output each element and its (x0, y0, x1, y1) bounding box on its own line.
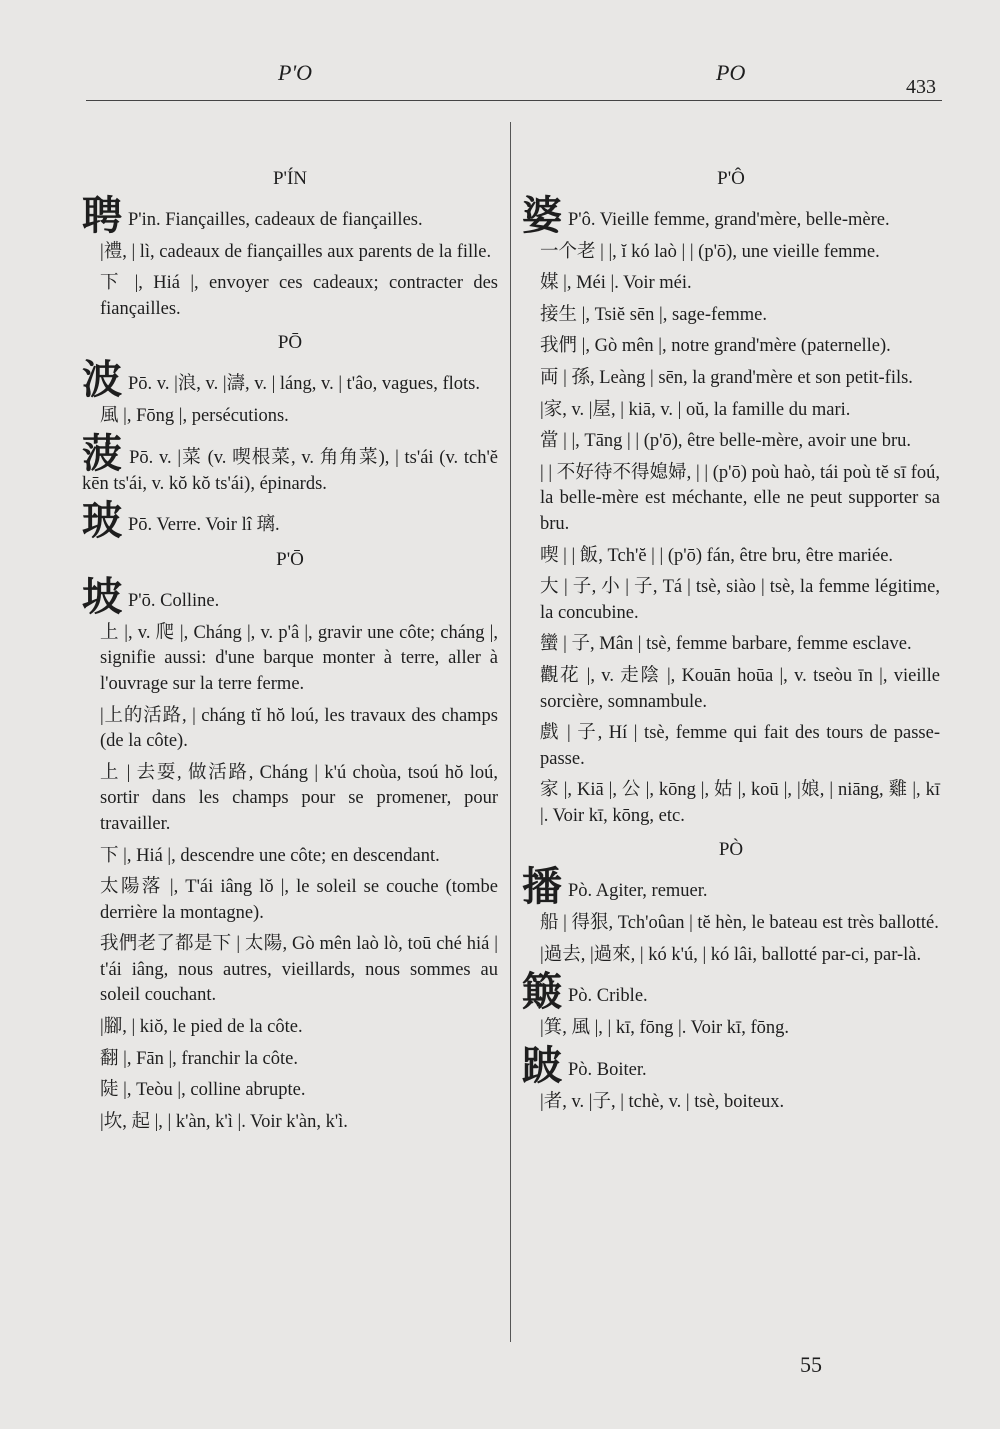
sub-entry: |家, v. |屋, | kiā, v. | oŭ, la famille du mari. (540, 399, 851, 420)
sub-entry: |坎, 起 |, | k'àn, k'ì |. Voir k'àn, k'ì. (100, 1111, 348, 1132)
sub-entry: 媒 |, Méi |. Voir méi. (540, 273, 692, 294)
running-head-right: PO (716, 60, 746, 85)
entry-headword: 玻 (82, 497, 122, 545)
sub-entry: 大 | 子, 小 | 子, Tá | tsè, siào | tsè, la femme légitime, la concubine. (540, 577, 940, 623)
sub-entry: |禮, | lì, cadeaux de fiançailles aux parents de la fille. (100, 241, 492, 262)
entry-definition: Pō. v. |浪, v. |濤, v. | láng, v. | t'âo, vagues, flots. (128, 373, 480, 394)
sub-entry: 翻 |, Fān |, franchir la côte. (100, 1048, 298, 1069)
entry-headword: 簸 (522, 968, 562, 1016)
section-heading: P'ÍN (272, 168, 308, 189)
sub-entry: 陡 |, Teòu |, colline abrupte. (100, 1080, 306, 1101)
entry-headword: 播 (522, 863, 562, 911)
sub-entry: 接生 |, Tsiĕ sēn |, sage-femme. (540, 304, 768, 325)
entry-definition: P'ō. Colline. (128, 590, 220, 611)
sub-entry: |者, v. |子, | tchè, v. | tsè, boiteux. (540, 1091, 785, 1112)
dictionary-entry (82, 572, 498, 620)
section-heading: P'Ō (276, 549, 304, 571)
page-number: 433 (906, 76, 936, 98)
entry-headword: 婆 (522, 191, 562, 239)
entry-headword: 坡 (82, 572, 122, 620)
entry-headword: 聘 (82, 191, 122, 239)
signature-mark: 55 (800, 1352, 822, 1377)
section-heading: PÒ (718, 839, 744, 861)
sub-entry: 風 |, Fōng |, persécutions. (100, 405, 289, 426)
entry-definition: Pò. Boiter. (568, 1059, 647, 1080)
entry-headword: 菠 (82, 429, 124, 477)
entry-definition: P'ô. Vieille femme, grand'mère, belle-mère. (568, 209, 890, 230)
dictionary-entry (522, 968, 940, 1016)
column-divider (510, 122, 511, 1342)
sub-entry: |腳, | kiŏ, le pied de la côte. (100, 1017, 303, 1038)
section-heading: P'Ô (717, 168, 745, 189)
sub-entry: 戲 | 子, Hí | tsè, femme qui fait des tours de passe-passe. (540, 723, 940, 769)
dictionary-entry (82, 191, 498, 239)
sub-entry: | | 不好待不得媳婦, | | (p'ō) poù haò, tái poù tĕ sī foú, la belle-mère est méchante, elle ne peut supporter sa bru. (540, 462, 940, 534)
sub-entry: 蠻 | 子, Mân | tsè, femme barbare, femme esclave. (540, 634, 912, 655)
sub-entry: 下 |, Hiá |, descendre une côte; en descendant. (100, 845, 440, 866)
sub-entry: |過去, |過來, | kó k'ú, | kó lâi, ballotté par-ci, par-là. (540, 944, 922, 965)
section-heading: PŌ (277, 332, 303, 354)
entry-headword: 跛 (522, 1041, 562, 1089)
right-column (522, 158, 940, 1121)
entry-headword: 波 (82, 355, 122, 403)
dictionary-entry (82, 429, 498, 498)
header-rule (86, 100, 942, 101)
sub-entry: 我們 |, Gò mên |, notre grand'mère (paternelle). (540, 336, 891, 357)
dictionary-entry (522, 863, 940, 911)
dictionary-entry (522, 191, 940, 239)
entry-definition: Pò. Crible. (568, 986, 648, 1007)
dictionary-entry (522, 1041, 940, 1089)
left-column (82, 158, 498, 1141)
sub-entry: 我們老了都是下 | 太陽, Gò mên laò lò, toū ché hiá | t'ái iâng, nous autres, vieillards, nous sommes au soleil couchant. (100, 934, 498, 1006)
running-head-left: P'O (278, 60, 313, 85)
dictionary-entry (82, 355, 498, 403)
sub-entry: |上的活路, | cháng tĭ hŏ loú, les travaux des champs (de la côte). (100, 705, 498, 752)
sub-entry: 當 | |, Tāng | | (p'ō), être belle-mère, avoir une bru. (540, 431, 912, 452)
sub-entry: 上 |, v. 爬 |, Cháng |, v. p'â |, gravir une côte; cháng |, signifie aussi: d'une barque monter à terre, aller à l'ouvrage sur la terre ferme. (100, 622, 498, 694)
sub-entry: 喫 | | 飯, Tch'ĕ | | (p'ō) fán, être bru, être mariée. (540, 545, 894, 566)
dictionary-entry (82, 497, 498, 545)
sub-entry: 船 | 得狠, Tch'oûan | tĕ hèn, le bateau est très ballotté. (540, 913, 939, 934)
entry-definition: P'in. Fiançailles, cadeaux de fiançailles. (128, 209, 423, 230)
sub-entry: 両 | 孫, Leàng | sēn, la grand'mère et son petit-fils. (540, 367, 913, 388)
sub-entry: 太陽落 |, T'ái iâng lŏ |, le soleil se couche (tombe derrière la montagne). (100, 877, 498, 923)
sub-entry: 上 | 去耍, 做活路, Cháng | k'ú choùa, tsoú hŏ loú, sortir dans les champs pour se promener, pour travailler. (100, 762, 498, 834)
entry-definition: Pō. v. |菜 (v. 喫根菜, v. 角角菜), | ts'ái (v. tch'ĕ kēn ts'ái, v. kŏ kŏ ts'ái), épinards. (82, 447, 498, 494)
sub-entry: 家 |, Kiā |, 公 |, kōng |, 姑 |, koū |, |娘, | niāng, 雞 |, kī |. Voir kī, kōng, etc. (540, 780, 940, 826)
entry-definition: Pō. Verre. Voir lî 璃. (128, 515, 280, 536)
sub-entry: 一个老 | |, ĭ kó laò | | (p'ō), une vieille femme. (540, 241, 880, 262)
entry-definition: Pò. Agiter, remuer. (568, 881, 708, 902)
sub-entry: 下 |, Hiá |, envoyer ces cadeaux; contracter des fiançailles. (100, 273, 498, 319)
sub-entry: 觀花 |, v. 走陰 |, Kouān hoūa |, v. tseòu īn |, vieille sorcière, somnambule. (540, 665, 940, 712)
sub-entry: |箕, 風 |, | kī, fōng |. Voir kī, fōng. (540, 1018, 789, 1039)
